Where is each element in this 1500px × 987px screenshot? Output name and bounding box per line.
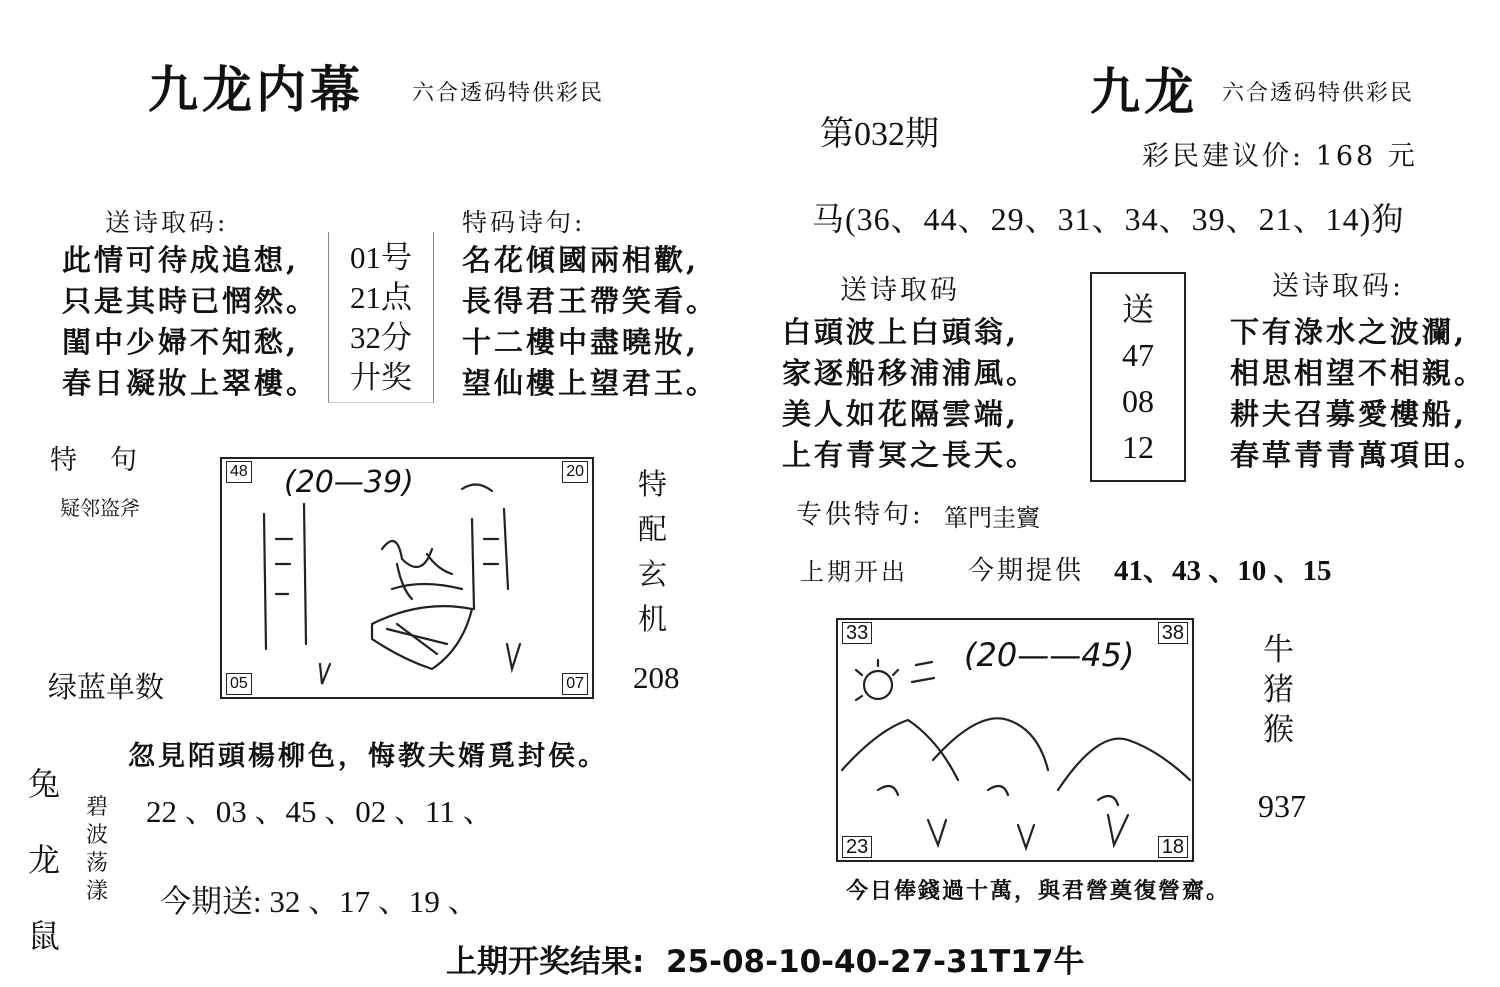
left-poem-line: 忽見陌頭楊柳色，悔教夫婿覓封侯。	[128, 741, 608, 772]
corner-label: 38	[1158, 622, 1188, 644]
corner-label: 23	[842, 836, 872, 858]
left-sketch	[222, 459, 592, 697]
poem-line: 白頭波上白頭翁,	[782, 315, 1020, 349]
right-zodiac-vertical	[1263, 630, 1294, 750]
poem-line: 望仙樓上望君王。	[462, 366, 719, 400]
right-handwriting: (20——45)	[964, 636, 1135, 674]
center-box-line: 送	[1121, 291, 1154, 327]
vertical-char: 龙	[28, 841, 61, 879]
left-side-vertical	[638, 462, 667, 642]
right-subtitle: 六合透码特供彩民	[1222, 81, 1415, 106]
horse-dog-line: 马(36、44、29、31、34、39、21、14)狗	[812, 201, 1405, 237]
last-open-label: 上期开出	[800, 558, 908, 586]
poem-line: 只是其時已惘然。	[62, 284, 319, 318]
today-send: 今期送: 32 、17 、19 、	[160, 884, 479, 919]
left-song-label: 送诗取码:	[105, 208, 229, 237]
numbers-line: 22 、03 、45 、02 、11 、	[146, 794, 494, 829]
provide-numbers: 41、43 、10 、15	[1114, 555, 1332, 587]
right-center-box	[1090, 272, 1186, 482]
price-label: 彩民建议价: 168 元	[1142, 141, 1418, 172]
vertical-char: 碧	[86, 795, 109, 820]
poem-line: 閨中少婦不知愁,	[62, 325, 300, 359]
corner-label: 20	[562, 461, 588, 483]
vertical-char: 鼠	[28, 917, 61, 955]
left-title: 九龙内幕	[148, 60, 364, 119]
te-ju-text: 疑邻盗斧	[60, 496, 140, 520]
bibo-vertical	[86, 794, 108, 906]
left-tema-label: 特码诗句:	[462, 208, 586, 237]
right-poem-right	[1230, 312, 1486, 476]
poem-line: 春日凝妝上翠樓。	[62, 366, 319, 400]
poem-line: 十二樓中盡曉妝,	[462, 325, 700, 359]
center-box-line: 廾奖	[350, 360, 412, 395]
special-label: 专供特句:	[796, 500, 924, 530]
color-odd-label: 绿蓝单数	[48, 670, 165, 704]
last-result: 上期开奖结果: 25-08-10-40-27-31T17牛	[446, 944, 1085, 980]
left-zodiac-vertical	[28, 746, 60, 974]
te-ju-label: 特 句	[50, 445, 140, 476]
this-provide-label: 今期提供	[968, 556, 1085, 586]
poem-line: 上有青冥之長天。	[782, 438, 1039, 472]
right-song-label-right: 送诗取码:	[1272, 271, 1405, 302]
poem-line: 此情可待成追想,	[62, 243, 300, 277]
vertical-char: 猪	[1263, 672, 1294, 708]
vertical-char: 玄	[638, 557, 668, 591]
center-box-line: 01号	[350, 240, 412, 275]
left-tema-poem	[462, 240, 718, 404]
poem-line: 春草青青萬項田。	[1230, 438, 1487, 472]
issue-number: 第032期	[820, 116, 939, 153]
vertical-char: 猴	[1263, 712, 1294, 748]
center-box-line: 47	[1122, 337, 1154, 373]
corner-label: 07	[562, 673, 588, 695]
corner-label: 18	[1158, 836, 1188, 858]
left-center-box	[328, 232, 434, 403]
poem-line: 耕夫召募愛樓船,	[1230, 397, 1468, 431]
left-handwriting: (20—39)	[284, 465, 414, 500]
poem-line: 名花傾國兩相歡,	[462, 243, 700, 277]
left-picture-box	[220, 457, 594, 699]
center-box-line: 32分	[350, 320, 412, 355]
left-side-number: 208	[633, 660, 680, 695]
corner-label: 05	[226, 673, 252, 695]
poem-line: 相思相望不相親。	[1230, 356, 1487, 390]
vertical-char: 牛	[1263, 632, 1294, 668]
poem-line: 美人如花隔雲端,	[782, 397, 1020, 431]
left-subtitle: 六合透码特供彩民	[412, 81, 605, 106]
vertical-char: 漾	[86, 879, 109, 904]
vertical-char: 波	[86, 823, 109, 848]
corner-label: 48	[226, 461, 252, 483]
poem-line: 家逐船移浦浦風。	[782, 356, 1039, 390]
center-box-line: 08	[1122, 383, 1154, 419]
vertical-char: 荡	[86, 851, 109, 876]
left-song-poem	[62, 240, 318, 404]
vertical-char: 机	[638, 602, 668, 636]
poem-line: 下有淥水之波瀾,	[1230, 315, 1468, 349]
special-text: 箪門圭竇	[944, 504, 1040, 532]
right-caption: 今日俸錢過十萬，與君營奠復營齋。	[846, 878, 1231, 904]
vertical-char: 配	[638, 512, 668, 546]
right-poem-left	[782, 312, 1038, 476]
right-song-label-left: 送诗取码	[840, 275, 960, 306]
right-sketch	[838, 620, 1192, 860]
right-picture-box	[836, 618, 1194, 862]
corner-label: 33	[842, 622, 872, 644]
center-box-line: 21点	[350, 280, 412, 315]
vertical-char: 兔	[28, 765, 61, 803]
center-box-line: 12	[1122, 429, 1154, 465]
right-title: 九龙	[1090, 62, 1198, 121]
poem-line: 長得君王帶笑看。	[462, 284, 719, 318]
right-side-number: 937	[1258, 788, 1306, 824]
vertical-char: 特	[638, 467, 668, 501]
